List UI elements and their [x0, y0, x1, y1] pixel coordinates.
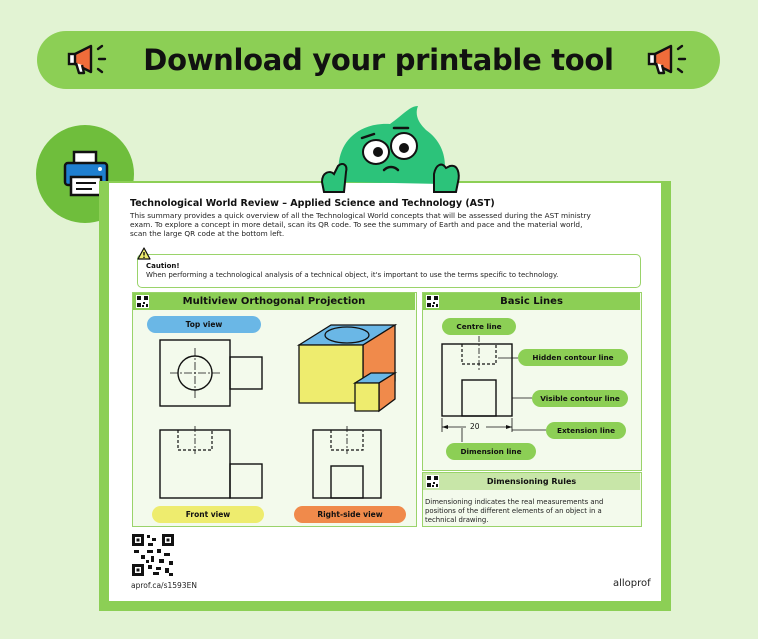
dimensioning-text — [425, 498, 645, 525]
megaphone-icon — [645, 39, 693, 81]
qr-code-icon[interactable] — [136, 295, 149, 308]
basic-lines-heading-text: Basic Lines — [500, 296, 563, 307]
megaphone-icon — [65, 39, 113, 81]
centre-line-text: Centre line — [456, 322, 502, 331]
dimensioning-line: positions of the different elements of an object in a — [425, 507, 602, 515]
top-view-text: Top view — [185, 320, 223, 329]
top-view-drawing — [150, 334, 270, 412]
basic-lines-heading — [423, 293, 640, 310]
document-intro — [130, 211, 650, 239]
front-view-label — [152, 506, 264, 523]
right-side-view-label — [294, 506, 406, 523]
visible-contour-text: Visible contour line — [540, 394, 620, 403]
top-view-label — [147, 316, 261, 333]
dimensioning-line: technical drawing. — [425, 516, 489, 524]
source-url[interactable]: aprof.ca/s1593EN — [131, 581, 197, 590]
visible-contour-label — [532, 390, 628, 407]
front-view-drawing — [150, 424, 270, 504]
hidden-contour-label — [518, 349, 628, 366]
document-title: Technological World Review – Applied Science and Technology (AST) — [130, 198, 495, 209]
intro-line: scan the large QR code at the bottom left. — [130, 229, 285, 239]
qr-code-icon[interactable] — [426, 475, 439, 488]
dimensioning-heading — [423, 473, 640, 490]
projection-heading-text: Multiview Orthogonal Projection — [182, 296, 366, 307]
green-mascot-icon — [318, 104, 464, 194]
front-view-text: Front view — [185, 510, 231, 519]
qr-code-icon[interactable] — [426, 295, 439, 308]
isometric-cube-drawing — [295, 319, 410, 424]
large-qr-code-icon[interactable] — [131, 533, 175, 577]
centre-line-label — [442, 318, 516, 335]
caution-text: When performing a technological analysis of a technical object, it's important to use the terms specific to technology. — [146, 271, 559, 279]
warning-icon — [137, 247, 151, 260]
download-banner[interactable] — [37, 31, 720, 89]
intro-line: This summary provides a quick overview of all the Technological World concepts that will be assessed during the AST ministry — [130, 211, 591, 220]
right-side-view-drawing — [305, 424, 395, 504]
intro-line: exam. To explore a concept in more detail, scan its QR code. To see the summary of Earth and pace and the material world, — [130, 220, 583, 230]
banner-title: Download your printable tool — [143, 43, 614, 77]
projection-heading — [133, 293, 415, 310]
caution-title: Caution! — [146, 262, 180, 270]
hidden-contour-text: Hidden contour line — [532, 353, 614, 362]
dimension-line-label — [446, 443, 536, 460]
dimensioning-line: Dimensioning indicates the real measurements and — [425, 498, 604, 506]
dimension-value: 20 — [470, 422, 480, 431]
dimension-line-text: Dimension line — [460, 447, 522, 456]
dimensioning-heading-text: Dimensioning Rules — [486, 477, 577, 486]
brand-logo: alloprof — [613, 578, 651, 589]
extension-line-text: Extension line — [556, 426, 616, 435]
extension-line-label — [546, 422, 626, 439]
right-side-view-text: Right-side view — [317, 510, 383, 519]
